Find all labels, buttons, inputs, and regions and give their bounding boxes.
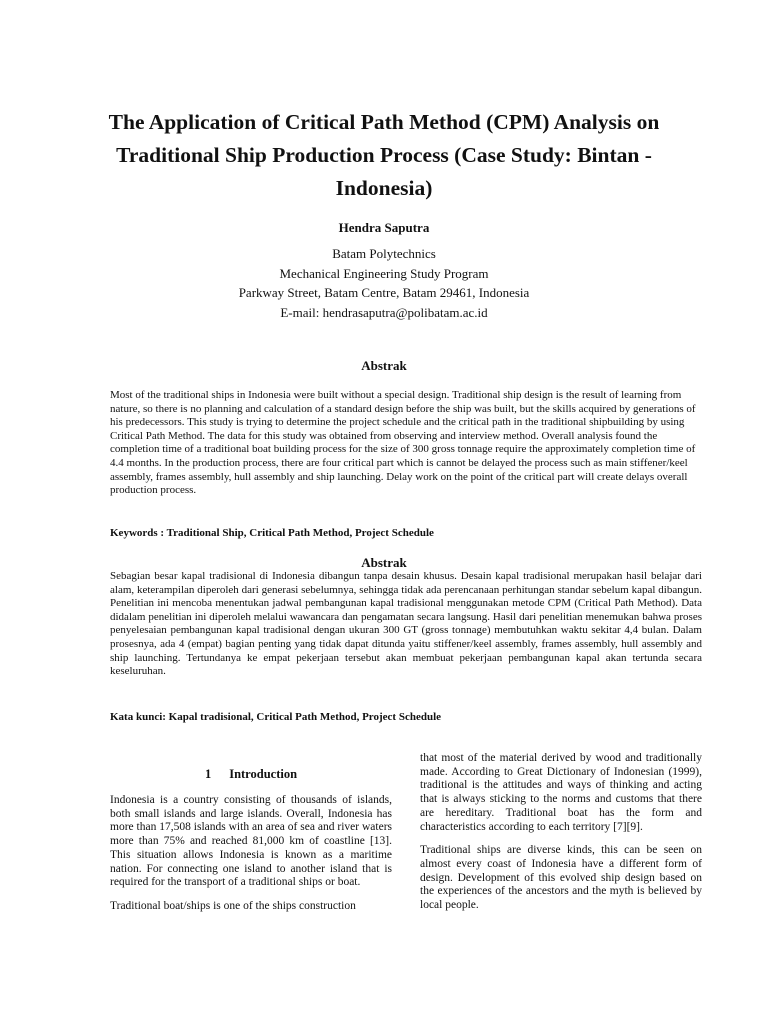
section-number: 1	[204, 767, 212, 781]
paper-title: The Application of Critical Path Method (CPM) Analysis on Traditional Ship Production Process (Case Study: Bintan - Indonesia)	[108, 110, 660, 200]
left-column	[110, 794, 392, 924]
right-column	[420, 752, 702, 923]
keywords-id: Kata kunci: Kapal tradisional, Critical Path Method, Project Schedule	[110, 711, 442, 723]
section-title: Introduction	[229, 767, 298, 781]
affiliation-email: E-mail: hendrasaputra@polibatam.ac.id	[280, 304, 488, 320]
affiliation-address: Parkway Street, Batam Centre, Batam 29461, Indonesia	[238, 285, 530, 300]
body-paragraph: Indonesia is a country consisting of thousands of islands, both small islands and large islands. Overall, Indonesia has more than 17,508 islands with an area of sea and river waters more than 75% and reached 81,000 km of coastline [13]. This situation allows Indonesia is known as a maritime nation. For connecting one island to another island that is required for the transport of a traditional ships or boat.	[110, 794, 392, 889]
body-paragraph: Traditional boat/ships is one of the ships construction	[110, 899, 356, 912]
abstract-id-heading: Abstrak	[361, 555, 407, 570]
author-name: Hendra Saputra	[338, 220, 430, 235]
abstract-id-text: Sebagian besar kapal tradisional di Indonesia dibangun tanpa desain khusus. Desain kapal tradisional merupakan hasil belajar dari alam, keterampilan diperoleh dari generasi sebelumnya, sehingga tidak ada perencanaan perhitungan standar sebelum kapal dibangun. Penelitian ini mencoba menentukan jadwal pembangunan kapal tradisional menggunakan metode CPM (Critical Path Method). Data didalam penelitian ini diperoleh melalui wawancara dan pengamatan secara langsung. Hasil dari penelitian menemukan bahwa proses penyelesaian pembangunan kapal tradisional dengan ukuran 300 GT (gross tonnage) membutuhkan waktu sekitar 4,4 bulan. Dalam prosesnya, ada 4 (empat) bagian penting yang tidak dapat ditunda yaitu stiffener/keel assembly, frames assembly, hull assembly and ship launching. Tertundanya ke empat pekerjaan tersebut akan membuat pekerjaan pembangunan kapal akan tertunda secara keseluruhan.	[110, 570, 702, 678]
abstract-en-text: Most of the traditional ships in Indonesia were built without a special design. Traditional ship design is the result of learning from nature, so there is no planning and calculation of a standard design before the ship was built, but the skills acquired by generations of his predecessors. This study is trying to determine the project schedule and the critical path in the traditional shipbuilding by using Critical Path Method. The data for this study was obtained from observing and interview method. Overall analysis found the completion time of a traditional boat building process for the size of 300 gross tonnage require the approximately completion time of 4.4 months. In the production process, there are four critical part which is cannot be delayed the process such as main stiffener/keel assembly, frames assembly, hull assembly and ship launching. Delay work on the point of the critical part will create delays overall production process.	[110, 389, 696, 497]
keywords-en: Keywords : Traditional Ship, Critical Path Method, Project Schedule	[110, 527, 434, 539]
affiliation-block	[0, 244, 768, 322]
affiliation-institution: Batam Polytechnics	[332, 246, 436, 261]
abstract-en-heading: Abstrak	[361, 358, 407, 373]
affiliation-department: Mechanical Engineering Study Program	[279, 265, 489, 281]
body-paragraph: Traditional ships are diverse kinds, this can be seen on almost every coast of Indonesia have a different form of design. Development of this evolved ship design based on the experiences of the ancestors and the myth is believed by local people.	[420, 844, 702, 912]
body-paragraph: that most of the material derived by wood and traditionally made. According to Great Dictionary of Indonesian (1999), traditional is the attitudes and ways of thinking and acting that is always sticking to the norms and customs that there are hereditary. Traditional boat has the form and characteristics according to each territory [7][9].	[420, 752, 702, 833]
section-heading-introduction	[110, 767, 392, 782]
